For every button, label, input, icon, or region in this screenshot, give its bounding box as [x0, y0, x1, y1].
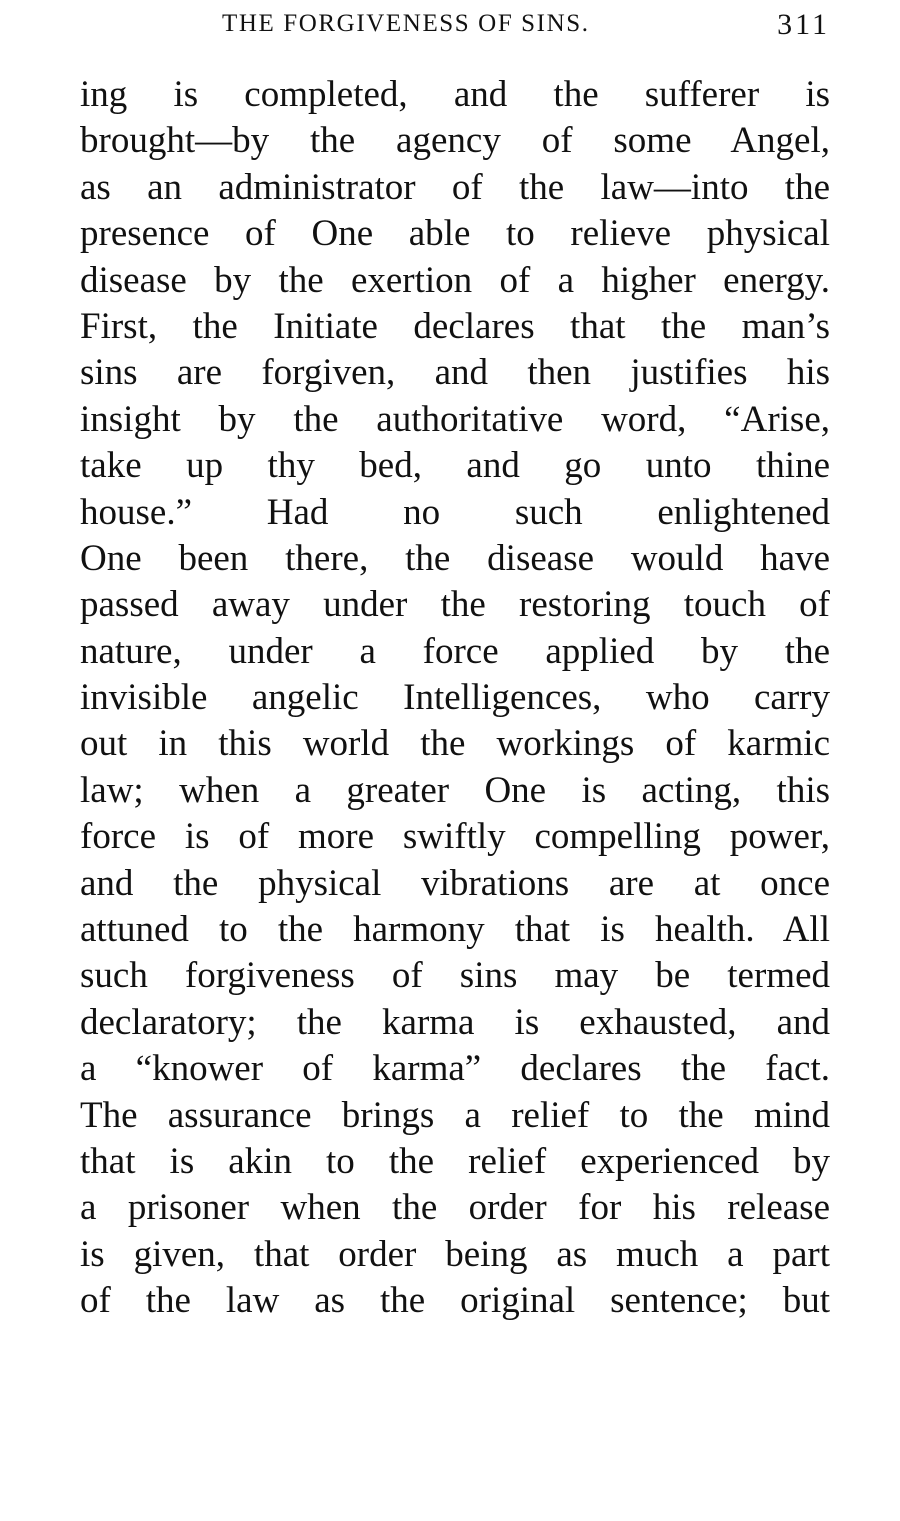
- text-line: ing is completed, and the sufferer is: [80, 74, 830, 115]
- text-line: of the law as the original sentence; but: [80, 1280, 830, 1322]
- text-line: that is akin to the relief experienced by: [80, 1140, 830, 1182]
- text-line: invisible angelic Intelligences, who carry: [80, 677, 830, 719]
- text-line: house.” Had no such enlightened: [80, 491, 830, 533]
- text-line: take up thy bed, and go unto thine: [80, 445, 830, 487]
- text-line: presence of One able to relieve physical: [80, 213, 830, 255]
- text-line: law; when a greater One is acting, this: [80, 769, 830, 811]
- text-line: is given, that order being as much a part: [80, 1233, 830, 1275]
- text-line: One been there, the disease would have: [80, 537, 830, 579]
- text-line: First, the Initiate declares that the man’s: [80, 305, 830, 347]
- text-line: and the physical vibrations are at once: [80, 862, 830, 904]
- text-line: attuned to the harmony that is health. All: [80, 909, 830, 951]
- text-line: The assurance brings a relief to the mind: [80, 1094, 830, 1136]
- text-line: brought—by the agency of some Angel,: [80, 120, 830, 162]
- text-line: disease by the exertion of a higher energy.: [80, 259, 830, 301]
- body-text: [80, 72, 830, 1325]
- text-line: passed away under the restoring touch of: [80, 584, 830, 626]
- text-line: a prisoner when the order for his release: [80, 1187, 830, 1229]
- text-line: insight by the authoritative word, “Arise,: [80, 398, 830, 440]
- text-line: as an administrator of the law—into the: [80, 166, 830, 208]
- text-line: sins are forgiven, and then justifies his: [80, 352, 830, 394]
- text-line: such forgiveness of sins may be termed: [80, 955, 830, 997]
- text-line: out in this world the workings of karmic: [80, 723, 830, 765]
- page-number: 311: [777, 8, 830, 41]
- text-line: force is of more swiftly compelling power,: [80, 816, 830, 858]
- text-line: nature, under a force applied by the: [80, 630, 830, 672]
- text-line: a “knower of karma” declares the fact.: [80, 1048, 830, 1090]
- running-title: THE FORGIVENESS OF SINS.: [222, 10, 590, 37]
- page-header: [222, 6, 830, 46]
- text-line: declaratory; the karma is exhausted, and: [80, 1001, 830, 1043]
